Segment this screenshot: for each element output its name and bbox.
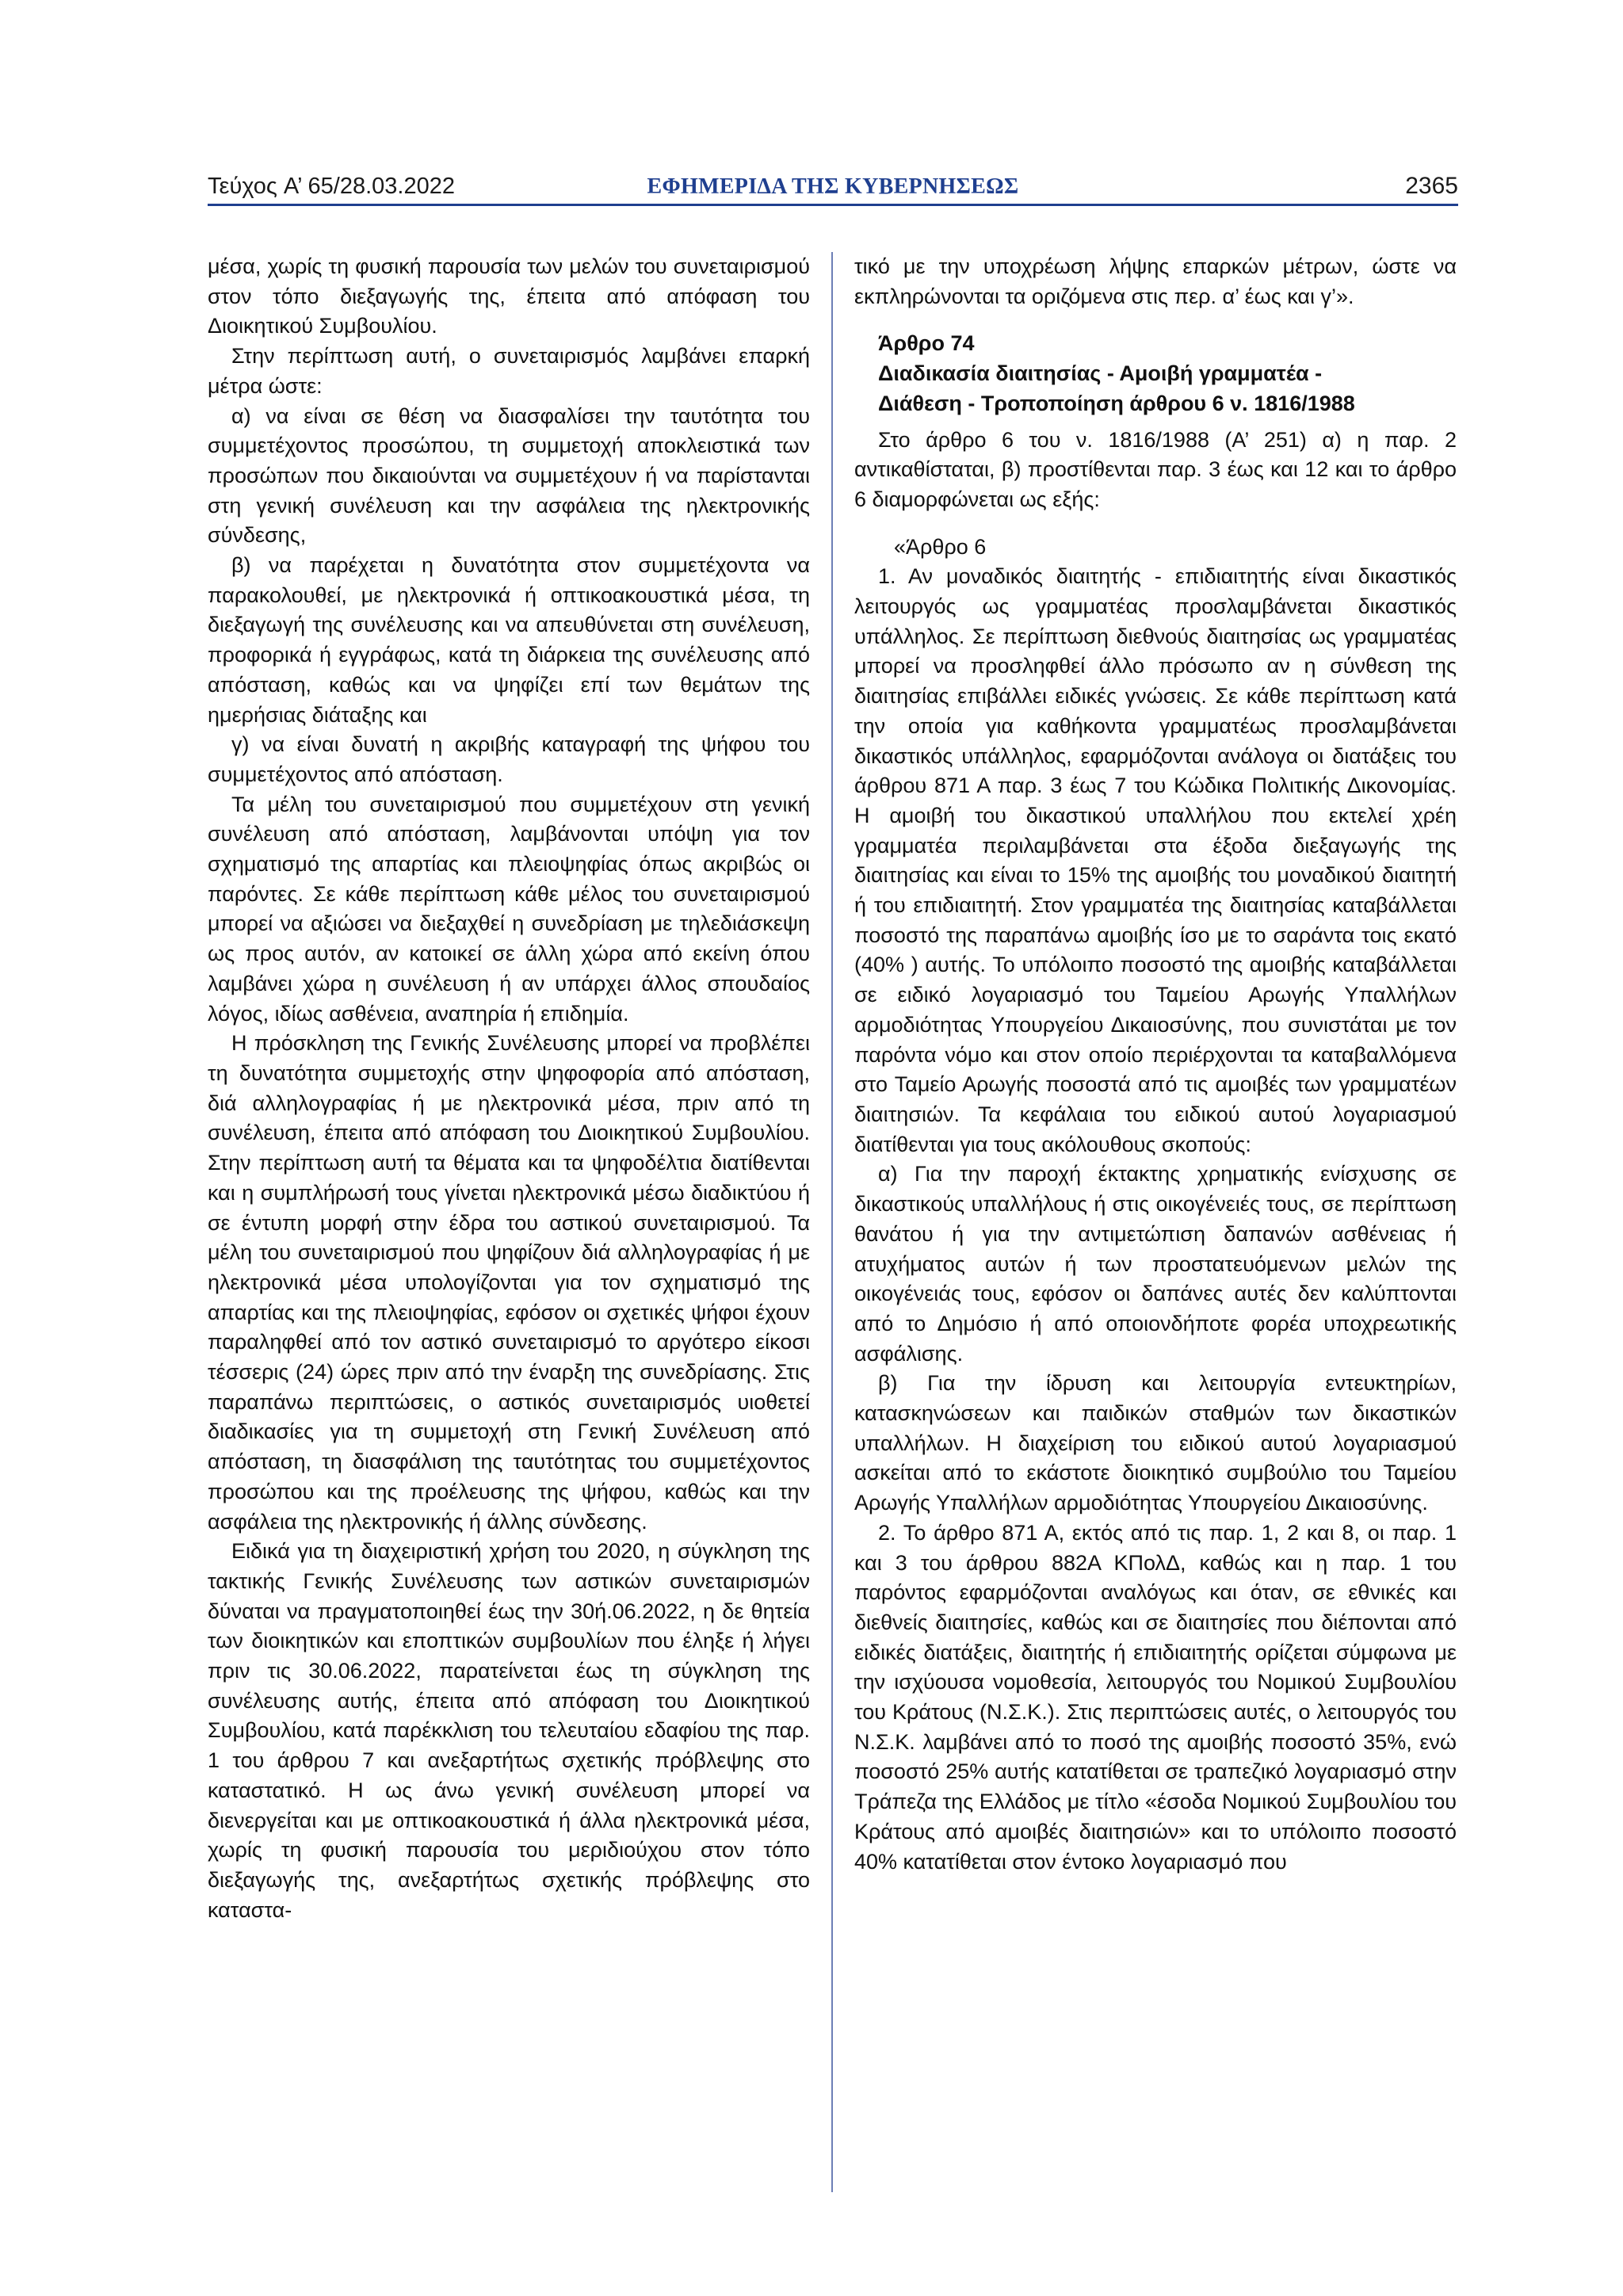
paragraph: 2. Το άρθρο 871 Α, εκτός από τις παρ. 1, 2 και 8, οι παρ. 1 και 3 του άρθρου 882Α ΚΠολΔ, καθώς και η παρ. 1 του παρόντος εφαρμόζονται αναλόγως και όταν, σε εθνικές και διεθνείς διαιτησίες, καθώς και σε διαιτησίες που διέπονται από ειδικές διατάξεις, διαιτητής ή επιδιαιτητής ορίζεται σύμφωνα με την ισχύουσα νομοθεσία, λειτουργός του Νομικού Συμβουλίου του Κράτους (Ν.Σ.Κ.). Στις περιπτώσεις αυτές, ο λειτουργός του Ν.Σ.Κ. λαμβάνει από το ποσό της αμοιβής ποσοστό 35%, ενώ ποσοστό 25% αυτής κατατίθεται σε τραπεζικό λογαριασμό στην Τράπεζα της Ελλάδος με τίτλο «έσοδα Νομικού Συμβουλίου του Κράτους από αμοιβές διαιτησιών» και το υπόλοιπο ποσοστό 40% κατατίθεται στον έντοκο λογαριασμό που [854, 1520, 1457, 1874]
paragraph: Στην περίπτωση αυτή, ο συνεταιρισμός λαμβάνει επαρκή μέτρα ώστε: [208, 344, 810, 398]
page-number: 2365 [1405, 173, 1458, 199]
right-column [854, 252, 1457, 1877]
paragraph: β) να παρέχεται η δυνατότητα στον συμμετέχοντα να παρακολουθεί, με ηλεκτρονικά ή οπτικοακουστικά μέσα, τη διεξαγωγή της συνέλευσης και να απευθύνεται στη συνέλευση, προφορικά ή εγγράφως, κατά τη διάρκεια της συνέλευσης από απόσταση, καθώς και να ψηφίζει επί των θεμάτων της ημερήσιας διάταξης και [208, 553, 810, 727]
article-title-line: Διαδικασία διαιτησίας - Αμοιβή γραμματέα - [878, 361, 1323, 386]
left-column [208, 252, 810, 1925]
paragraph: γ) να είναι δυνατή η ακριβής καταγραφή της ψήφου του συμμετέχοντος από απόσταση. [208, 732, 810, 786]
paragraph: μέσα, χωρίς τη φυσική παρουσία των μελών του συνεταιρισμού στον τόπο διεξαγωγής της, έπειτα από απόφαση του Διοικητικού Συμβουλίου. [208, 254, 810, 338]
paragraph: α) Για την παροχή έκτακτης χρηματικής ενίσχυσης σε δικαστικούς υπαλλήλους ή στις οικογένειές τους, σε περίπτωση θανάτου ή για την αντιμετώπιση δαπανών ασθένειας ή ατυχήματος αυτών ή των προστατευόμενων μελών της οικογένειάς τους, εφόσον οι δαπάνες αυτές δεν καλύπτονται από το Δημόσιο ή από οποιονδήποτε φορέα υποχρεωτικής ασφάλισης. [854, 1162, 1457, 1366]
paragraph: Ειδικά για τη διαχειριστική χρήση του 2020, η σύγκληση της τακτικής Γενικής Συνέλευσης των αστικών συνεταιρισμών δύναται να πραγματοποιηθεί έως την 30ή.06.2022, η δε θητεία των διοικητικών και εποπτικών συμβουλίων που έληξε ή λήγει πριν τις 30.06.2022, παρατείνεται έως τη σύγκληση της συνέλευσης αυτής, έπειτα από απόφαση του Διοικητικού Συμβουλίου, κατά παρέκκλιση του τελευταίου εδαφίου της παρ. 1 του άρθρου 7 και ανεξαρτήτως σχετικής πρόβλεψης στο καταστατικό. Η ως άνω γενική συνέλευση μπορεί να διενεργείται και με οπτικοακουστικά ή άλλα ηλεκτρονικά μέσα, χωρίς τη φυσική παρουσία του μεριδιούχου στον τόπο διεξαγωγής της, ανεξαρτήτως σχετικής πρόβλεψης στο καταστα- [208, 1539, 810, 1922]
paragraph: Η πρόσκληση της Γενικής Συνέλευσης μπορεί να προβλέπει τη δυνατότητα συμμετοχής στην ψηφοφορία από απόσταση, διά αλληλογραφίας ή με ηλεκτρονικά μέσα, πριν από τη συνέλευση, έπειτα από απόφαση του Διοικητικού Συμβουλίου. Στην περίπτωση αυτή τα θέματα και τα ψηφοδέλτια διατίθενται και η συμπλήρωσή τους γίνεται ηλεκτρονικά μέσω διαδικτύου ή σε έντυπη μορφή στην έδρα του αστικού συνεταιρισμού. Τα μέλη του συνεταιρισμού που ψηφίζουν διά αλληλογραφίας ή με ηλεκτρονικά μέσα υπολογίζονται για τον σχηματισμό της απαρτίας και της πλειοψηφίας, εφόσον οι σχετικές ψήφοι έχουν παραληφθεί από τον αστικό συνεταιρισμό το αργότερο είκοσι τέσσερις (24) ώρες πριν από την έναρξη της συνεδρίασης. Στις παραπάνω περιπτώσεις, ο αστικός συνεταιρισμός υιοθετεί διαδικασίες για τη συμμετοχή στη Γενική Συνέλευση από απόσταση, τη διασφάλιση της ταυτότητας του συμμετέχοντος προσώπου και της προέλευσης της ψήφου, καθώς και την ασφάλεια της ηλεκτρονικής ή άλλης σύνδεσης. [208, 1031, 810, 1534]
header-rule [208, 204, 1458, 206]
article-heading [878, 329, 1457, 418]
page-header [208, 155, 1458, 200]
paragraph: τικό με την υποχρέωση λήψης επαρκών μέτρων, ώστε να εκπληρώνονται τα οριζόμενα στις περ. α’ έως και γ’». [854, 254, 1457, 308]
article-intro: Στο άρθρο 6 του ν. 1816/1988 (Α’ 251) α) η παρ. 2 αντικαθίσταται, β) προστίθενται παρ. 3 έως και 12 και το άρθρο 6 διαμορφώνεται ως εξής: [854, 427, 1457, 511]
paragraph: Τα μέλη του συνεταιρισμού που συμμετέχουν στη γενική συνέλευση από απόσταση, λαμβάνονται υπόψη για τον σχηματισμό της απαρτίας και πλειοψηφίας όπως ακριβώς οι παρόντες. Σε κάθε περίπτωση κάθε μέλος του συνεταιρισμού μπορεί να αξιώσει να διεξαχθεί η συνεδρίαση με τηλεδιάσκεψη ως προς αυτόν, αν κατοικεί σε άλλη χώρα από εκείνη όπου λαμβάνει χώρα η συνέλευση ή αν υπάρχει άλλος σπουδαίος λόγος, ιδίως ασθένεια, αναπηρία ή επιδημία. [208, 792, 810, 1026]
issue-info: Τεύχος A’ 65/28.03.2022 [208, 174, 455, 199]
article-number: Άρθρο 74 [878, 331, 975, 356]
gazette-title: ΕΦΗΜΕΡΙΔΑ ΤΗΣ ΚΥΒΕΡΝΗΣΕΩΣ [647, 174, 1019, 199]
article-title-line: Διάθεση - Τροποποίηση άρθρου 6 ν. 1816/1988 [878, 391, 1355, 415]
column-divider [831, 252, 833, 2192]
paragraph: 1. Αν μοναδικός διαιτητής - επιδιαιτητής είναι δικαστικός λειτουργός ως γραμματέας προσλαμβάνεται δικαστικός υπάλληλος. Σε περίπτωση διεθνούς διαιτησίας ως γραμματέας μπορεί να προσληφθεί άλλο πρόσωπο αν η σύνθεση της διαιτησίας επιβάλλει ειδικές γνώσεις. Σε κάθε περίπτωση κατά την οποία για καθήκοντα γραμματέως προσλαμβάνεται δικαστικός υπάλληλος, εφαρμόζονται ανάλογα οι διατάξεις του άρθρου 871 Α παρ. 3 έως 7 του Κώδικα Πολιτικής Δικονομίας. Η αμοιβή του δικαστικού υπαλλήλου που εκτελεί χρέη γραμματέα περιλαμβάνεται στα έξοδα διεξαγωγής της διαιτησίας και είναι το 15% της αμοιβής του μοναδικού διαιτητή ή του επιδιαιτητή. Στον γραμματέα της διαιτησίας καταβάλλεται ποσοστό της παραπάνω αμοιβής ίσο με το σαράντα τοις εκατό (40% ) αυτής. Το υπόλοιπο ποσοστό της αμοιβής καταβάλλεται σε ειδικό λογαριασμό του Ταμείου Αρωγής Υπαλλήλων αρμοδιότητας Υπουργείου Δικαιοσύνης, που συνιστάται με τον παρόντα νόμο και στον οποίο περιέρχονται τα καταβαλλόμενα στο Ταμείο Αρωγής ποσοστά από τις αμοιβές των γραμματέων διαιτησιών. Τα κεφάλαια του ειδικού αυτού λογαριασμού διατίθενται για τους ακόλουθους σκοπούς: [854, 564, 1457, 1156]
quoted-article-heading: «Άρθρο 6 [894, 534, 987, 559]
paragraph: α) να είναι σε θέση να διασφαλίσει την ταυτότητα του συμμετέχοντος προσώπου, τη συμμετοχή αποκλειστικά των προσώπων που δικαιούνται να συμμετέχουν ή να παρίστανται στη γενική συνέλευση και την ασφάλεια της ηλεκτρονικής σύνδεσης, [208, 403, 810, 548]
paragraph: β) Για την ίδρυση και λειτουργία εντευκτηρίων, κατασκηνώσεων και παιδικών σταθμών των δικαστικών υπαλλήλων. Η διαχείριση του ειδικού αυτού λογαριασμού ασκείται από το εκάστοτε διοικητικό συμβούλιο του Ταμείου Αρωγής Υπαλλήλων αρμοδιότητας Υπουργείου Δικαιοσύνης. [854, 1371, 1457, 1515]
